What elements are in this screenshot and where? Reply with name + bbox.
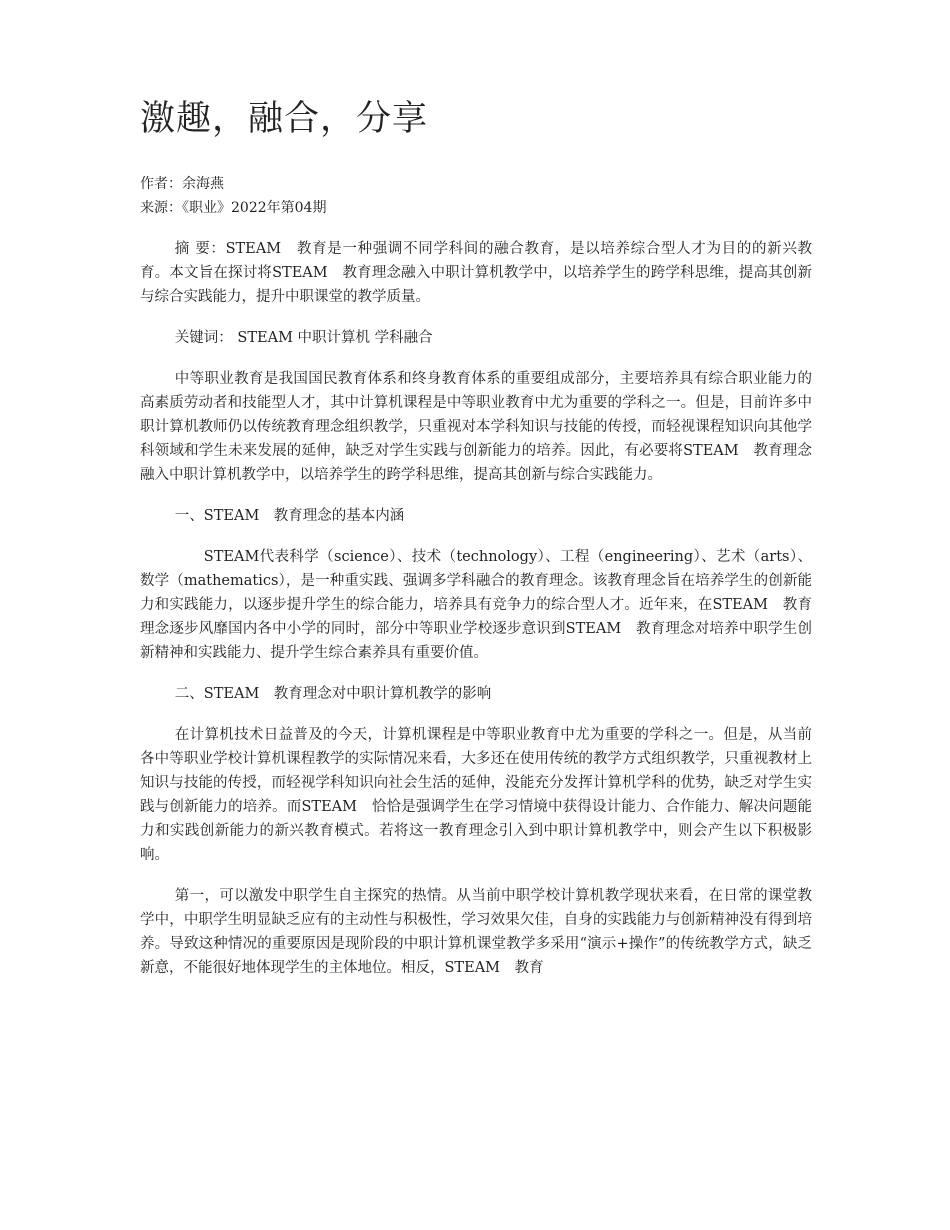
article-title: 激趣，融合，分享	[140, 99, 429, 139]
section-heading-1: 一、STEAM 教育理念的基本内涵	[174, 508, 405, 524]
section-2-paragraph: 在计算机技术日益普及的今天，计算机课程是中等职业教育中尤为重要的学科之一。但是，从当前各中等职业学校计算机课程教学的实际情况来看，大多还在使用传统的教学方式组织教学，只重视教材上知识与技能的传授，而轻视学科知识向社会生活的延伸，没能充分发挥计算机学科的优势，缺乏对学生实践与创新能力的培养。而STEAM 恰恰是强调学生在学习情境中获得设计能力、合作能力、解决问题能力和实践创新能力的新兴教育模式。若将这一教育理念引入到中职计算机教学中，则会产生以下积极影响。	[140, 727, 812, 863]
article-meta	[140, 172, 812, 220]
intro-paragraph: 中等职业教育是我国国民教育体系和终身教育体系的重要组成部分，主要培养具有综合职业能力的高素质劳动者和技能型人才，其中计算机课程是中等职业教育中尤为重要的学科之一。但是，目前许多中职计算机教师仍以传统教育理念组织教学，只重视对本学科知识与技能的传授，而轻视课程知识向其他学科领域和学生未来发展的延伸，缺乏对学生实践与创新能力的培养。因此，有必要将STEAM 教育理念融入中职计算机教学中，以培养学生的跨学科思维，提高其创新与综合实践能力。	[140, 371, 812, 483]
section-1-paragraph: STEAM代表科学（science）、技术（technology）、工程（engineering）、艺术（arts）、数学（mathematics），是一种重实践、强调多学科融合的教育理念。该教育理念旨在培养学生的创新能力和实践能力，以逐步提升学生的综合能力，培养具有竞争力的综合型人才。近年来，在STEAM 教育理念逐步风靡国内各中小学的同时，部分中等职业学校逐步意识到STEAM 教育理念对培养中职学生创新精神和实践能力、提升学生综合素养具有重要价值。	[140, 549, 812, 661]
section-2-point-1-paragraph: 第一，可以激发中职学生自主探究的热情。从当前中职学校计算机教学现状来看，在日常的课堂教学中，中职学生明显缺乏应有的主动性与积极性，学习效果欠佳，自身的实践能力与创新精神没有得到培养。导致这种情况的重要原因是现阶段的中职计算机课堂教学多采用“演示+操作”的传统教学方式，缺乏新意，不能很好地体现学生的主体地位。相反，STEAM 教育	[140, 888, 812, 976]
section-heading-2: 二、STEAM 教育理念对中职计算机教学的影响	[174, 686, 492, 702]
abstract-paragraph: 摘 要：STEAM 教育是一种强调不同学科间的融合教育，是以培养综合型人才为目的的新兴教育。本文旨在探讨将STEAM 教育理念融入中职计算机教学中，以培养学生的跨学科思维，提高其创新与综合实践能力，提升中职课堂的教学质量。	[140, 241, 812, 305]
spacer	[140, 220, 812, 237]
author-line: 作者：余海燕	[140, 176, 224, 192]
keywords-paragraph: 关键词： STEAM 中职计算机 学科融合	[174, 330, 433, 346]
source-line: 来源：《职业》2022年第04期	[140, 200, 327, 216]
article	[140, 96, 812, 980]
